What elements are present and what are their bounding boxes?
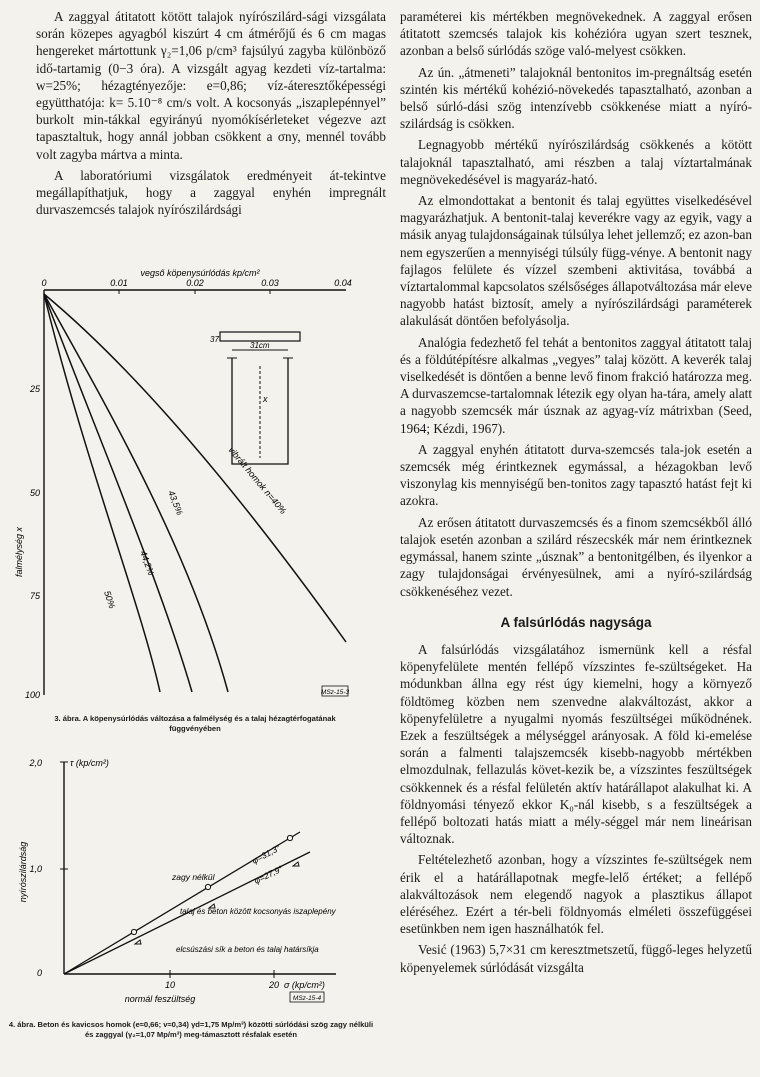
fig3-curve-vibrated bbox=[44, 294, 346, 642]
fig3-curve-label: 50% bbox=[102, 589, 118, 610]
fig3-curve-label: 44,2% bbox=[138, 549, 157, 577]
fig4-point bbox=[293, 862, 299, 866]
left-column bbox=[36, 8, 386, 218]
fig3-top-axis-label: vegső köpenysúrlódás kp/cm² bbox=[140, 268, 260, 278]
fig3-inset-plate bbox=[220, 332, 300, 341]
section-heading: A falsúrlódás nagysága bbox=[500, 614, 652, 630]
fig4-x-unit: σ (kp/cm²) bbox=[284, 980, 325, 990]
fig3-curve-label: 43,5% bbox=[166, 489, 185, 517]
fig3-curve-43 bbox=[44, 294, 228, 692]
figure-4-plot bbox=[0, 752, 400, 1020]
fig4-line-label: φ=27,9° bbox=[252, 863, 285, 886]
paragraph: Analógia fedezhető fel tehát a bentonitos zaggyal átitatott talaj és a földútépítésre alkalmas „vegyes” talaj között. A keverék talaj viselkedését is döntően a benne levő finom frakció határozza meg. A durvaszemcse-tartalomnak létezik egy olyan ha-tára, amely alatt a nagyobb szemcsék már úsznak az agyag-víz mátrixban (Seed, 1964; Kézdi, 1967). bbox=[400, 334, 752, 436]
fig3-x-tick: 0.02 bbox=[186, 278, 204, 288]
fig4-annotation: talaj és beton között kocsonyás iszaplepény bbox=[180, 907, 336, 916]
fig3-inset-dim: 37 bbox=[210, 335, 219, 344]
fig4-annotation: elcsúszási sík a beton és talaj határsíkja bbox=[176, 945, 319, 954]
paragraph: Az ún. „átmeneti” talajoknál bentonitos im-pregnáltság esetén szintén kis mértékű kohézió-növekedés tapasztalható, azonban a belső súrló-dási szög intenzívebb csökkenése miatt a nyíró-szilárdság is csökken. bbox=[400, 64, 752, 132]
fig3-stamp: MSz-15-3 bbox=[320, 689, 350, 696]
fig3-y-tick: 25 bbox=[29, 384, 40, 394]
paragraph: Legnagyobb mértékű nyírószilárdság csökkenés a kötött talajoknál tapasztalható, ami részben a talaj víztartalmának megnövekedésével is magyaráz-ható. bbox=[400, 137, 752, 187]
fig4-line-label: φ=31,3° bbox=[250, 842, 282, 866]
fig4-y-title: nyírószilárdság bbox=[18, 841, 28, 903]
paragraph: A laboratóriumi vizsgálatok eredményeit át-tekintve megállapíthatjuk, hogy a zaggyal enyhén impregnált durvaszemcsés talajok nyírószilárdsági bbox=[36, 167, 386, 218]
figure-3-plot bbox=[0, 262, 400, 732]
fig3-curve-50 bbox=[44, 294, 160, 692]
fig4-x-tick: 10 bbox=[164, 980, 176, 990]
fig4-y-axis-label: τ (kp/cm²) bbox=[70, 758, 109, 768]
fig4-y-tick: 0 bbox=[36, 968, 42, 978]
paragraph: paraméterei kis mértékben megnövekednek. A zaggyal erősen átitatott szemcsés talajok kis kohézióra ugyan szert tesznek, azonban a belső súrlódás szöge való-melyest csökken. bbox=[400, 9, 752, 59]
fig4-x-title: normál feszültség bbox=[124, 994, 196, 1004]
fig3-inset-dim: 31cm bbox=[250, 341, 270, 350]
fig4-annotation: zagy nélkül bbox=[172, 872, 215, 882]
figure-3-caption: 3. ábra. A köpenysúrlódás változása a falmélység és a talaj hézagtérfogatának függvényében bbox=[54, 714, 336, 733]
fig3-y-tick: 50 bbox=[29, 488, 40, 498]
fig3-x-tick: 0.03 bbox=[261, 278, 279, 288]
fig4-stamp: MSz-15-4 bbox=[292, 995, 322, 1002]
figure-4 bbox=[0, 752, 400, 1039]
fig3-y-tick: 100 bbox=[24, 690, 40, 700]
fig3-y-tick: 75 bbox=[29, 591, 40, 601]
paragraph: A zaggyal enyhén átitatott durva-szemcsés tala-jok esetén a szemcsék még érintkeznek egymással, a hézagokban levő viszonylag kis mennyiségű ben-tonitos zagy tapasztó hatást fejt ki azokra. bbox=[400, 441, 752, 509]
paragraph: A zaggyal átitatott kötött talajok nyírószilárd-sági vizsgálata során közepes agyagból kiszúrt 4 cm átmérőjű és 6 cm magas hengereket mártottunk γ₂=1,06 p/cm³ fajsúlyú zagyba különböző idő-tartamig (0−3 óra). A vizsgált agyag kezdeti víz-tartalma: w=25%; hézagtényezője: e=0,86; víz-áteresztőképességi együtthatója: k= 5.10⁻⁸ cm/s volt. A kocsonyás „iszaplepénnyel” burkolt min-tákkal egyirányú nyomókísérleteket végezve azt tapasztaltuk, hogy annál jobban csökkent a σny, mennél tovább volt zagyba mártva a minta. bbox=[36, 9, 386, 162]
fig4-point bbox=[135, 940, 141, 944]
fig3-x-tick: 0.04 bbox=[334, 278, 352, 288]
fig4-point bbox=[131, 929, 136, 934]
fig4-x-tick: 20 bbox=[268, 980, 280, 990]
figure-3 bbox=[0, 262, 400, 737]
paragraph: Az elmondottakat a bentonit és talaj együttes viselkedésével magyarázhatjuk. A bentonit-talaj keverékre vagy az egyik, vagy a másik anyag tulajdonságainak túlsúlya lehet jellemző; ez azon-ban nem egyszerűen a mennyiségi túlsúly függ-vénye. A bentonit nagy fajlagos felülete és vízzel szembeni aktivitása, továbbá a víztartalommal kapcsolatos szélsőséges állapotváltozása már eleve nagyobb hatást biztosít, amely a nyírószilárdsági paraméterek alakulását döntően befolyásolja. bbox=[400, 193, 752, 329]
fig4-point bbox=[287, 835, 292, 840]
fig4-point bbox=[205, 884, 210, 889]
right-column bbox=[400, 8, 752, 980]
figure-4-caption: 4. ábra. Beton és kavicsos homok (e≈0,66; v≈0,34) γd=1,75 Mp/m³) közötti súrlódási szög zagy nélküli és zaggyal (γ₂=1,07 Mp/m³) meg-támasztott résfalak esetén bbox=[8, 1020, 374, 1039]
fig4-y-tick: 1,0 bbox=[29, 864, 42, 874]
fig3-x-tick: 0.01 bbox=[110, 278, 128, 288]
fig4-y-tick: 2,0 bbox=[29, 758, 42, 768]
fig3-curve-label: vibrált homok n=40% bbox=[226, 444, 289, 516]
fig3-inset-var: x bbox=[263, 394, 268, 404]
paragraph: A falsúrlódás vizsgálatához ismernünk kell a résfal köpenyfelülete mentén fellépő vízszintes fe-szültségeket. Ha módunkban állna egy rést úgy kiemelni, hogy a környező földtömeg közben nem szenvedne alakváltozást, akkor a köpenyfelületre a nyugalmi nyomás feszültségei működnének. Ezek a feszültségek a mélységgel arányosak. A föld ki-emelése során a falmenti talajszemcsék kisebb-nagyobb mértékben elmozdulnak, fellazulás követ-kezik be, a vízszintes feszültségek csökkennek és a résfal felületén aktív határállapot alakulhat ki. A földnyomási tényező ekkor K₀-nál kisebb, s a feszültségek a fellépő boltozati hatás miatt a mély-séggel már nem lineárisan változnak. bbox=[400, 641, 752, 847]
fig3-y-label: falmélység x bbox=[14, 526, 24, 578]
paragraph: Az erősen átitatott durvaszemcsés és a finom szemcsékből álló talajok esetén azonban a szilárd részecskék már nem érintkeznek egymással, hanem szinte „úsznak” a bentonitgélben, és ilyenkor a zagy tulajdonságai érvényesülnek, ami a nyíró-szilárdság csökkenéséhez vezet. bbox=[400, 514, 752, 599]
fig3-x-tick: 0 bbox=[41, 278, 47, 288]
paragraph: Feltételezhető azonban, hogy a vízszintes fe-szültségek nem érik el a határállapotnak megfe-lelő értéket; a fellépő alakváltozások nem elegendő nagyok a plasztikus állapot eléréséhez. Ezért a tér-beli földnyomás elméleti összefüggései esetünkben nem igen használhatók fel. bbox=[400, 852, 752, 937]
paragraph: Vesić (1963) 5,7×31 cm keresztmetszetű, függő-leges helyzetű köpenyelemek súrlódását vizsgálta bbox=[400, 942, 752, 975]
